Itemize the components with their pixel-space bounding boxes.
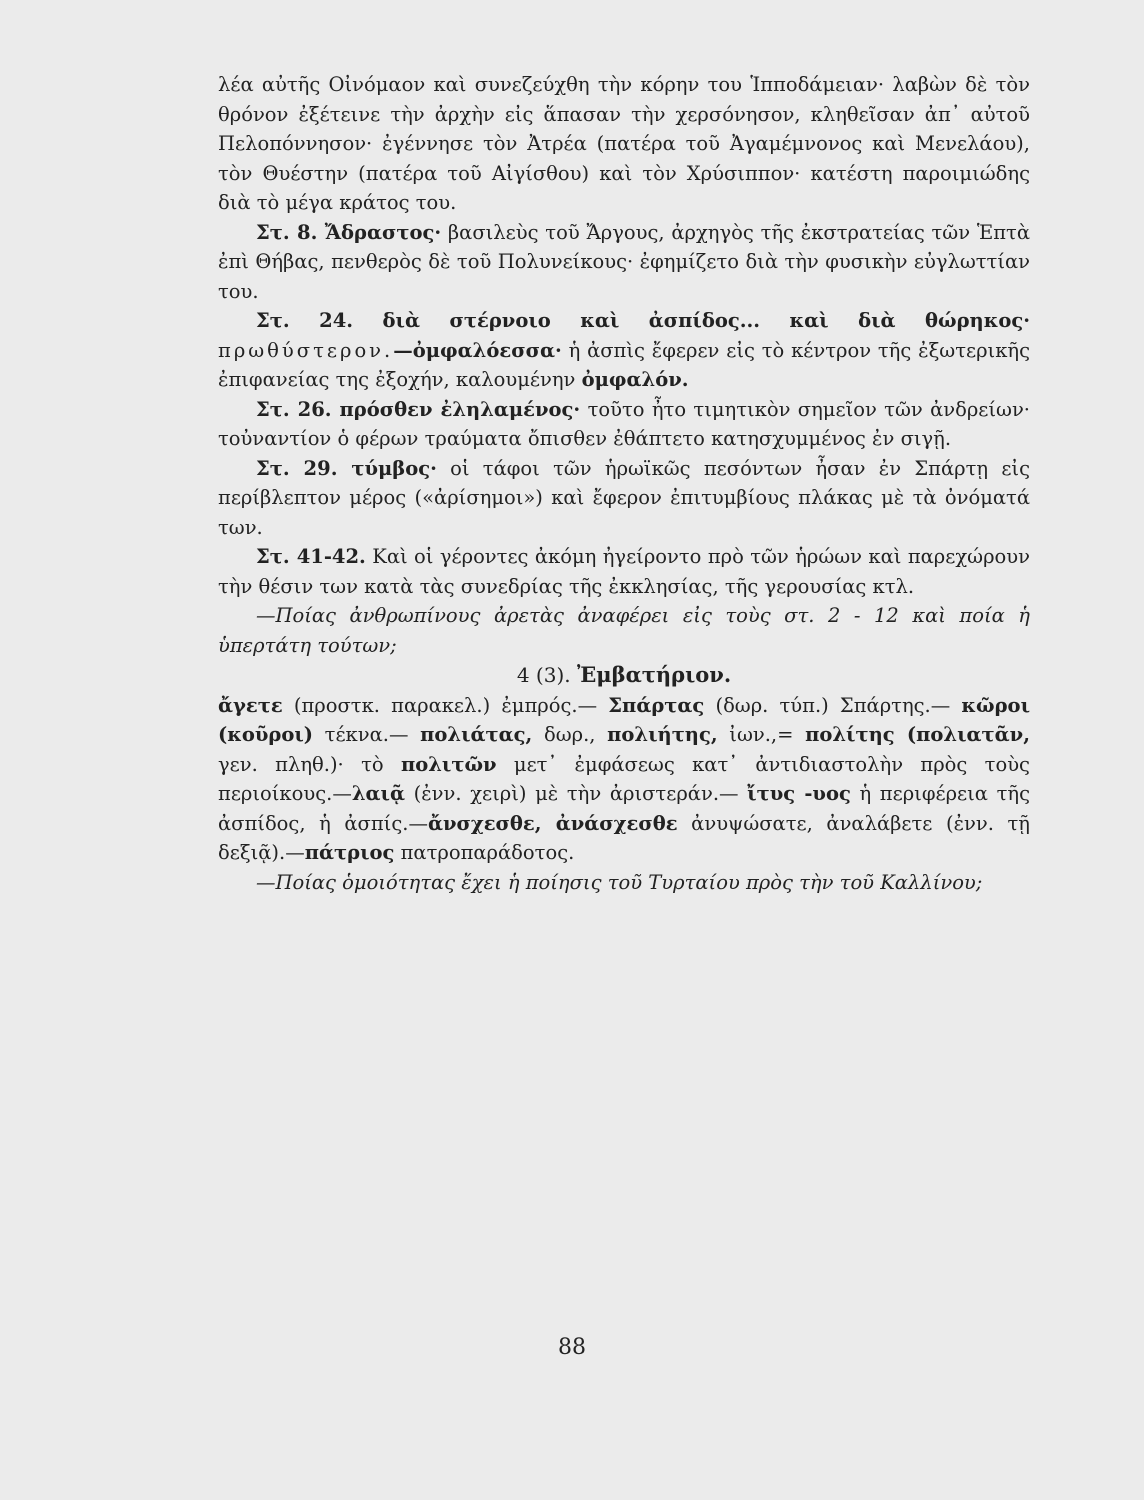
gloss-text: πατροπαράδοτος. <box>394 841 575 864</box>
gloss-term: ἴτυς -υος <box>747 782 851 805</box>
gloss-text: (δωρ. τύπ.) Σπάρτης.— <box>704 693 962 717</box>
note-st-41-42 <box>218 542 1030 601</box>
gloss-text: ἰων.,= <box>717 723 806 746</box>
gloss-text: (προστκ. παρακελ.) ἐμπρός.— <box>282 693 609 717</box>
note-text: οἱ τάφοι τῶν ἡρωϊκῶς πεσόντων ἦσαν ἐν Σπάρτῃ εἰς περίβλεπτον μέρος («ἀρίσημοι») καὶ ἔφερον ἐπιτυμβίους πλάκας μὲ τὰ ὀνόματά των. <box>218 456 1030 539</box>
gloss-term: πολιήτης, <box>607 723 718 746</box>
note-text: πρωθύστερον. <box>218 338 394 362</box>
note-st-24 <box>218 306 1030 395</box>
note-term: Στ. 8. Ἄδραστος· <box>256 220 442 244</box>
note-text: Καὶ οἱ γέροντες ἀκόμη ἠγείροντο πρὸ τῶν ἡρώων καὶ παρεχώρουν τὴν θέσιν των κατὰ τὰς συνεδρίας τῆς ἐκκλησίας, τῆς γερουσίας κτλ. <box>218 545 1030 598</box>
note-text: τοῦτο ἦτο τιμητικὸν σημεῖον τῶν ἀνδρείων· τοὐναντίον ὁ φέρων τραύματα ὄπισθεν ἐθάπτετο κατησχυμμένος ἐν σιγῇ. <box>218 397 1031 450</box>
note-text: λέα αὐτῆς Οἰνόμαον καὶ συνεζεύχθη τὴν κόρην του Ἱπποδάμειαν· λαβὼν δὲ τὸν θρόνον ἐξέτεινε τὴν ἀρχὴν εἰς ἅπασαν τὴν χερσόνησον, κληθεῖσαν ἀπ᾽ αὐτοῦ Πελοπόννησον· ἐγέννησε τὸν Ἀτρέα (πατέρα τοῦ Ἀγαμέμνονος καὶ Μενελάου), τὸν Θυέστην (πατέρα τοῦ Αἰγίσθου) καὶ τὸν Χρύσιππον· κατέστη παροιμιώδης διὰ τὸ μέγα κράτος του. <box>218 73 1030 214</box>
text-body <box>218 70 1030 897</box>
note-term: Στ. 26. πρόσθεν ἐληλαμένος· <box>256 397 581 421</box>
section-heading <box>218 660 1030 691</box>
study-question: —Ποίας ἀνθρωπίνους ἀρετὰς ἀναφέρει εἰς τοὺς στ. 2 - 12 καὶ ποία ἡ ὑπερτάτη τούτων; <box>218 604 1030 657</box>
gloss-term: πολιάτας, <box>420 723 533 746</box>
note-term: —ὀμφαλόεσσα· <box>393 338 562 362</box>
page-number: 88 <box>558 1335 586 1360</box>
gloss-text: ἀνυψώσατε, ἀναλάβετε (ἐνν. τῇ δεξιᾷ).— <box>218 811 1030 864</box>
gloss-term: λαιᾷ <box>351 782 405 805</box>
gloss-text: (ἐνν. χειρὶ) μὲ τὴν ἀριστεράν.— <box>404 782 748 805</box>
gloss-term: πολίτης (πολιατᾶν, <box>805 723 1030 746</box>
note-term: Στ. 41-42. <box>256 545 366 568</box>
gloss-text: ἡ περιφέρεια τῆς ἀσπίδος, ἡ ἀσπίς.— <box>218 782 1030 835</box>
gloss-text: δωρ., <box>532 723 608 746</box>
gloss-text: τέκνα.— <box>313 723 421 746</box>
section-title: Ἐμβατήριον. <box>576 662 732 687</box>
note-intro <box>218 70 1030 218</box>
gloss-term: ἄγετε <box>218 693 283 717</box>
gloss-term: πάτριος <box>304 841 395 864</box>
note-term: ὀμφαλόν. <box>581 368 689 391</box>
study-question-closing: —Ποίας ὁμοιότητας ἔχει ἡ ποίησις τοῦ Τυρταίου πρὸς τὴν τοῦ Καλλίνου; <box>256 870 983 894</box>
gloss-term: κῶροι (κοῦροι) <box>218 693 1030 746</box>
gloss-term: ἄνσχεσθε, ἀνάσχεσθε <box>427 811 678 835</box>
gloss-text: γεν. πληθ.)· τὸ <box>218 752 401 776</box>
gloss-term: πολιτῶν <box>400 752 497 776</box>
glossary-paragraph <box>218 691 1030 868</box>
gloss-text: μετ᾽ ἐμφάσεως κατ᾽ ἀντιδιαστολὴν πρὸς τοὺς περιοίκους.— <box>218 752 1030 805</box>
note-st-8 <box>218 218 1030 307</box>
note-text: βασιλεὺς τοῦ Ἄργους, ἀρχηγὸς τῆς ἐκστρατείας τῶν Ἑπτὰ ἐπὶ Θήβας, πενθερὸς δὲ τοῦ Πολυνείκους· ἐφημίζετο διὰ τὴν φυσικὴν εὐγλωττίαν του. <box>218 220 1030 303</box>
note-term: Στ. 29. τύμβος· <box>256 456 437 480</box>
gloss-term: Σπάρτας <box>608 693 705 717</box>
section-number: 4 (3). <box>516 663 571 687</box>
commentary-notes <box>218 70 1030 601</box>
note-text: ἡ ἀσπὶς ἔφερεν εἰς τὸ κέντρον τῆς ἐξωτερικῆς ἐπιφανείας της ἐξοχήν, καλουμένην <box>218 338 1030 391</box>
note-term: Στ. 24. διὰ στέρνοιο καὶ ἀσπίδος... καὶ διὰ θώρηκος· <box>256 309 1030 332</box>
note-st-29 <box>218 454 1030 543</box>
note-st-26 <box>218 395 1030 454</box>
